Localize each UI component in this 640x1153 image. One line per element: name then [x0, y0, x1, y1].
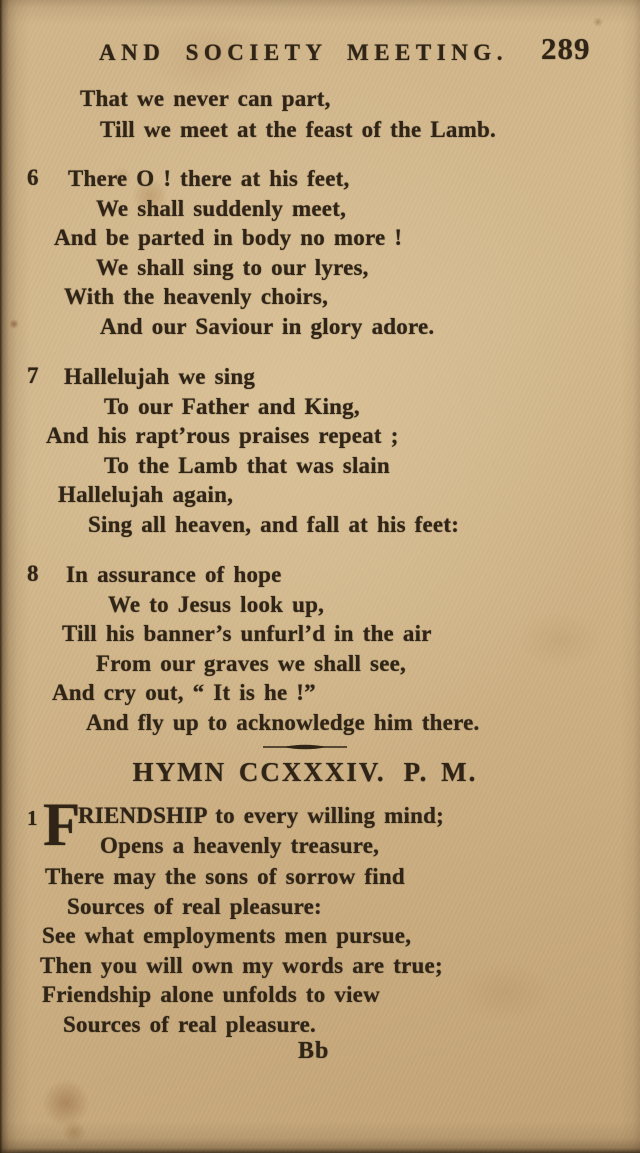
drop-cap: F — [43, 792, 81, 859]
verse-line: And cry out, “ It is he !” — [52, 680, 316, 705]
verse-line: Opens a heavenly treasure, — [100, 833, 380, 858]
verse-line: To the Lamb that was slain — [104, 452, 390, 478]
verse-line: And be parted in body no more ! — [54, 225, 403, 250]
running-title: AND SOCIETY MEETING. — [99, 40, 508, 65]
verse-line: Till we meet at the feast of the Lamb. — [100, 117, 496, 142]
verse-line: Friendship alone unfolds to view — [42, 982, 380, 1008]
verse-6 — [0, 164, 640, 341]
verse-line: From our graves we shall see, — [96, 650, 406, 676]
verse-7 — [0, 362, 640, 539]
verse-line: We shall suddenly meet, — [96, 195, 347, 221]
divider-ornament — [263, 739, 347, 749]
verse-line: We to Jesus look up, — [108, 591, 325, 617]
verse-line: Sing all heaven, and fall at his feet: — [88, 511, 460, 537]
continued-stanza — [80, 83, 496, 145]
verse-line: In assurance of hope — [66, 562, 282, 587]
verse-line: There O ! there at his feet, — [68, 166, 350, 191]
verse-line: RIENDSHIP to every willing mind; — [78, 803, 444, 828]
verse-number: 6 — [27, 165, 39, 190]
verse-line: Till his banner’s unfurl’d in the air — [62, 621, 432, 646]
verse-line: Hallelujah again, — [58, 482, 234, 507]
verse-line: And our Saviour in glory adore. — [100, 313, 435, 339]
verse-line: Sources of real pleasure: — [67, 893, 322, 919]
hymn-meter-label: P. M. — [403, 757, 478, 787]
verse-number: 1 — [27, 806, 38, 830]
verse-line: See what employments men pursue, — [42, 923, 412, 949]
page-header — [0, 0, 640, 80]
signature-mark: Bb — [298, 1038, 330, 1064]
hymn-heading — [85, 757, 525, 788]
verse-line: Hallelujah we sing — [64, 364, 256, 389]
verse-line: To our Father and King, — [104, 393, 360, 419]
verse-number: 7 — [27, 363, 39, 388]
verse-line: There may the sons of sorrow find — [45, 864, 405, 889]
verse-line: With the heavenly choirs, — [64, 284, 329, 309]
verse-line: And his rapt’rous praises repeat ; — [46, 423, 399, 448]
verse-line: We shall sing to our lyres, — [96, 254, 369, 280]
page-number: 289 — [541, 31, 591, 66]
verse-number: 8 — [27, 561, 39, 586]
verse-line: That we never can part, — [80, 86, 331, 111]
verse-8 — [0, 560, 640, 737]
hymn-number-label: HYMN CCXXXIV. — [132, 757, 386, 787]
verse-line: Then you will own my words are true; — [40, 952, 443, 978]
verse-line: Sources of real pleasure. — [63, 1011, 316, 1037]
verse-line: And fly up to acknowledge him there. — [86, 709, 480, 735]
